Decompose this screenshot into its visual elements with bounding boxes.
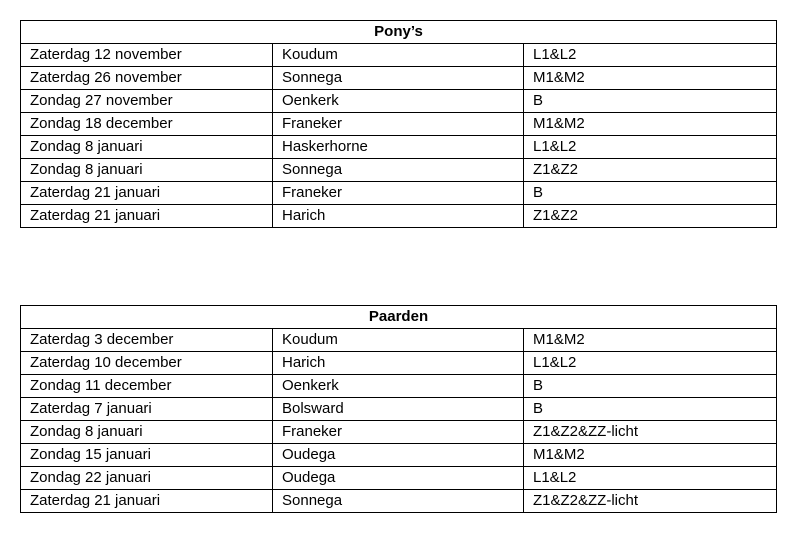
- date-cell: Zaterdag 21 januari: [21, 182, 273, 205]
- location-cell: Harich: [273, 352, 524, 375]
- date-cell: Zondag 8 januari: [21, 159, 273, 182]
- table-title: Paarden: [21, 306, 777, 329]
- class-cell: L1&L2: [524, 136, 777, 159]
- table-title: Pony’s: [21, 21, 777, 44]
- class-cell: B: [524, 375, 777, 398]
- location-cell: Franeker: [273, 182, 524, 205]
- date-cell: Zaterdag 21 januari: [21, 205, 273, 228]
- date-cell: Zaterdag 3 december: [21, 329, 273, 352]
- location-cell: Koudum: [273, 44, 524, 67]
- table-row: [21, 67, 777, 90]
- location-cell: Oenkerk: [273, 90, 524, 113]
- class-cell: B: [524, 398, 777, 421]
- date-cell: Zondag 8 januari: [21, 421, 273, 444]
- class-cell: M1&M2: [524, 329, 777, 352]
- table-row: [21, 375, 777, 398]
- class-cell: M1&M2: [524, 67, 777, 90]
- table-row: [21, 44, 777, 67]
- table-row: [21, 329, 777, 352]
- date-cell: Zaterdag 10 december: [21, 352, 273, 375]
- location-cell: Sonnega: [273, 159, 524, 182]
- class-cell: L1&L2: [524, 44, 777, 67]
- table-row: [21, 490, 777, 513]
- class-cell: Z1&Z2&ZZ-licht: [524, 421, 777, 444]
- class-cell: Z1&Z2&ZZ-licht: [524, 490, 777, 513]
- ponys-table: [20, 20, 777, 228]
- table-row: [21, 421, 777, 444]
- class-cell: L1&L2: [524, 352, 777, 375]
- location-cell: Bolsward: [273, 398, 524, 421]
- class-cell: Z1&Z2: [524, 205, 777, 228]
- class-cell: M1&M2: [524, 113, 777, 136]
- location-cell: Sonnega: [273, 67, 524, 90]
- table-title-row: [21, 306, 777, 329]
- date-cell: Zondag 15 januari: [21, 444, 273, 467]
- table-row: [21, 136, 777, 159]
- class-cell: B: [524, 90, 777, 113]
- date-cell: Zondag 18 december: [21, 113, 273, 136]
- location-cell: Franeker: [273, 113, 524, 136]
- class-cell: L1&L2: [524, 467, 777, 490]
- class-cell: M1&M2: [524, 444, 777, 467]
- table-row: [21, 398, 777, 421]
- date-cell: Zondag 22 januari: [21, 467, 273, 490]
- table-row: [21, 113, 777, 136]
- paarden-table: [20, 305, 777, 513]
- location-cell: Franeker: [273, 421, 524, 444]
- location-cell: Koudum: [273, 329, 524, 352]
- date-cell: Zaterdag 7 januari: [21, 398, 273, 421]
- location-cell: Sonnega: [273, 490, 524, 513]
- table-row: [21, 90, 777, 113]
- date-cell: Zondag 11 december: [21, 375, 273, 398]
- date-cell: Zaterdag 21 januari: [21, 490, 273, 513]
- location-cell: Oenkerk: [273, 375, 524, 398]
- location-cell: Oudega: [273, 444, 524, 467]
- table-row: [21, 467, 777, 490]
- table-row: [21, 444, 777, 467]
- date-cell: Zaterdag 12 november: [21, 44, 273, 67]
- table-row: [21, 205, 777, 228]
- class-cell: B: [524, 182, 777, 205]
- date-cell: Zaterdag 26 november: [21, 67, 273, 90]
- location-cell: Haskerhorne: [273, 136, 524, 159]
- table-title-row: [21, 21, 777, 44]
- table-row: [21, 352, 777, 375]
- table-row: [21, 182, 777, 205]
- date-cell: Zondag 27 november: [21, 90, 273, 113]
- location-cell: Harich: [273, 205, 524, 228]
- table-row: [21, 159, 777, 182]
- location-cell: Oudega: [273, 467, 524, 490]
- class-cell: Z1&Z2: [524, 159, 777, 182]
- date-cell: Zondag 8 januari: [21, 136, 273, 159]
